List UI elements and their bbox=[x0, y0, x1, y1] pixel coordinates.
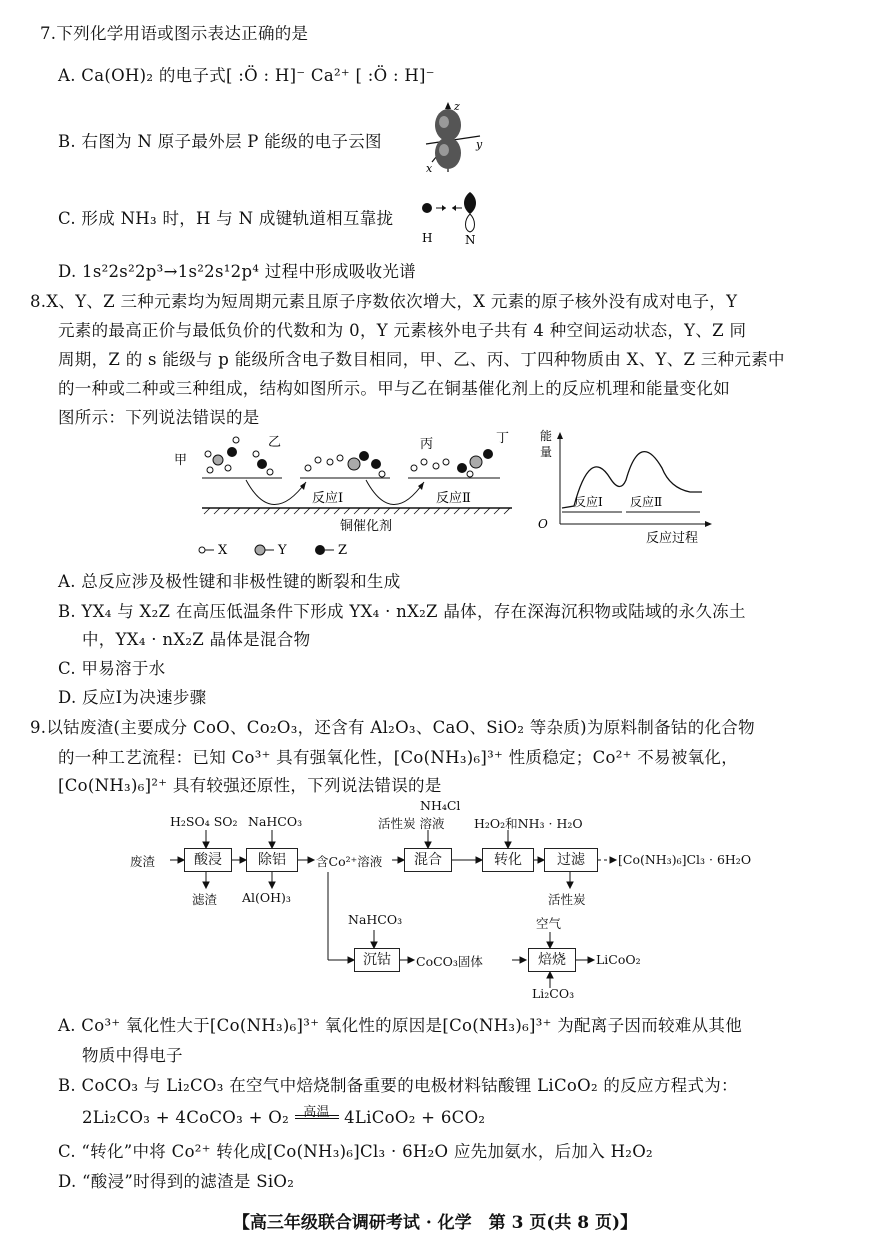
label-catalyst: 铜催化剂 bbox=[340, 519, 393, 534]
flow-product-2: LiCoO₂ bbox=[596, 952, 641, 967]
flow-reagent-air: 空气 bbox=[536, 916, 562, 931]
q8-option-d: D. 反应Ⅰ为决速步骤 bbox=[58, 688, 207, 707]
q8-option-b-2: 中，YX₄ · nX₂Z 晶体是混合物 bbox=[82, 630, 311, 649]
legend-y: Y bbox=[278, 543, 287, 558]
q8-stem-4: 的一种或二种或三种组成，结构如图所示。甲与乙在铜基催化剂上的反应机理和能量变化如 bbox=[58, 379, 730, 398]
flow-out-aloh3: Al(OH)₃ bbox=[242, 890, 291, 905]
flow-box-convert: 转化 bbox=[482, 848, 534, 872]
energy-axis-char-2: 量 bbox=[540, 445, 553, 459]
y-axis-label: y bbox=[476, 138, 483, 151]
energy-step2: 反应Ⅱ bbox=[630, 495, 663, 509]
flow-box-filter: 过滤 bbox=[544, 848, 598, 872]
origin-label: O bbox=[538, 517, 548, 531]
q7-option-a: A. Ca(OH)₂ 的电子式[ :Ö : H]⁻ Ca²⁺ [ :Ö : H]⁻ bbox=[58, 66, 435, 85]
flow-reagent-nahco3: NaHCO₃ bbox=[248, 814, 303, 829]
equation-left: 2Li₂CO₃ + 4CoCO₃ + O₂ bbox=[82, 1108, 290, 1127]
q7-option-b: B. 右图为 N 原子最外层 P 能级的电子云图 bbox=[58, 132, 382, 151]
q7-option-d: D. 1s²2s²2p³→1s²2s¹2p⁴ 过程中形成吸收光谱 bbox=[58, 262, 416, 281]
q7-option-c: C. 形成 NH₃ 时，H 与 N 成键轨道相互靠拢 bbox=[58, 209, 394, 228]
q8-stem-3: 周期，Z 的 s 能级与 p 能级所含电子数目相同，甲、乙、丙、丁四种物质由 X、Y、Z 三种元素中 bbox=[58, 350, 785, 369]
q8-option-a: A. 总反应涉及极性键和非极性键的断裂和生成 bbox=[58, 572, 401, 591]
legend-z: Z bbox=[338, 543, 348, 558]
q9-option-d: D. “酸浸”时得到的滤渣是 SiO₂ bbox=[58, 1172, 295, 1191]
flow-reagent-nh4cl: NH₄Cl bbox=[420, 798, 461, 813]
energy-axis-char-1: 能 bbox=[540, 429, 553, 443]
q9-option-b-1: B. CoCO₃ 与 Li₂CO₃ 在空气中焙烧制备重要的电极材料钴酸锂 LiCoO₂ 的反应方程式为： bbox=[58, 1076, 738, 1095]
flow-reagents-1: H₂SO₄ SO₂ bbox=[170, 814, 238, 829]
flow-reagent-li2co3: Li₂CO₃ bbox=[532, 986, 575, 1001]
q8-stem-1: 8.X、Y、Z 三种元素均为短周期元素且原子序数依次增大，X 元素的原子核外没有成对电子，Y bbox=[30, 292, 738, 311]
label-step1: 反应Ⅰ bbox=[312, 491, 344, 506]
label-jia: 甲 bbox=[174, 453, 188, 468]
q9-option-c: C. “转化”中将 Co²⁺ 转化成[Co(NH₃)₆]Cl₃ · 6H₂O 应先加氨水，后加入 H₂O₂ bbox=[58, 1142, 653, 1161]
flow-out-residue: 滤渣 bbox=[192, 892, 218, 907]
equation-condition: 高温 bbox=[303, 1105, 330, 1120]
process-flowchart bbox=[130, 800, 770, 1000]
equation-right: 4LiCoO₂ + 6CO₂ bbox=[344, 1108, 486, 1127]
q8-stem-5: 图所示：下列说法错误的是 bbox=[58, 408, 260, 427]
flow-reagent-nahco3-2: NaHCO₃ bbox=[348, 912, 403, 927]
flow-box-remove-al: 除铝 bbox=[246, 848, 298, 872]
reaction-mechanism-figure bbox=[170, 428, 720, 560]
label-yi: 乙 bbox=[268, 435, 282, 450]
h-label: H bbox=[422, 231, 433, 245]
q9-stem-1: 9.以钴废渣(主要成分 CoO、Co₂O₃，还含有 Al₂O₃、CaO、SiO₂ 等杂质)为原料制备钴的化合物 bbox=[30, 718, 755, 737]
flow-box-roast: 焙烧 bbox=[528, 948, 576, 972]
p-orbital-figure bbox=[420, 100, 490, 176]
q9-option-b-equation bbox=[82, 1105, 486, 1127]
q9-stem-3: [Co(NH₃)₆]²⁺ 具有较强还原性，下列说法错误的是 bbox=[58, 776, 442, 795]
q7-stem: 7.下列化学用语或图示表达正确的是 bbox=[40, 24, 309, 43]
flow-reagent-h2o2: H₂O₂和NH₃ · H₂O bbox=[474, 816, 583, 831]
x-axis-label: x bbox=[426, 162, 433, 175]
progress-axis-label: 反应过程 bbox=[646, 531, 699, 546]
flow-feed: 废渣 bbox=[130, 854, 156, 869]
flow-box-acid-leach: 酸浸 bbox=[184, 848, 232, 872]
q8-option-c: C. 甲易溶于水 bbox=[58, 659, 166, 678]
flow-box-precipitate: 沉钴 bbox=[354, 948, 400, 972]
energy-step1: 反应Ⅰ bbox=[574, 495, 603, 509]
flow-solution: 含Co²⁺溶液 bbox=[316, 854, 383, 869]
flow-reagent-carbon: 活性炭 溶液 bbox=[378, 816, 445, 831]
legend-x: X bbox=[218, 543, 228, 558]
flow-out-carbon: 活性炭 bbox=[548, 892, 586, 907]
label-bing: 丙 bbox=[420, 437, 434, 452]
n-label: N bbox=[465, 233, 476, 246]
flow-box-mix: 混合 bbox=[404, 848, 452, 872]
q8-stem-2: 元素的最高正价与最低负价的代数和为 0，Y 元素核外电子共有 4 种空间运动状态，Y、Z 同 bbox=[58, 321, 747, 340]
label-step2: 反应Ⅱ bbox=[436, 491, 471, 506]
q9-option-a-2: 物质中得电子 bbox=[82, 1046, 183, 1065]
page-footer: 【高三年级联合调研考试 · 化学 第 3 页(共 8 页)】 bbox=[232, 1213, 638, 1233]
z-axis-label: z bbox=[454, 100, 460, 113]
label-ding: 丁 bbox=[496, 431, 510, 446]
flow-coco3: CoCO₃固体 bbox=[416, 954, 483, 969]
flow-product-1: [Co(NH₃)₆]Cl₃ · 6H₂O bbox=[618, 852, 752, 867]
q9-option-a-1: A. Co³⁺ 氧化性大于[Co(NH₃)₆]³⁺ 氧化性的原因是[Co(NH₃)₆]³⁺ 为配离子因而较难从其他 bbox=[58, 1016, 742, 1035]
q9-stem-2: 的一种工艺流程：已知 Co³⁺ 具有强氧化性，[Co(NH₃)₆]³⁺ 性质稳定；Co²⁺ 不易被氧化， bbox=[58, 748, 739, 767]
orbital-approach-figure bbox=[418, 186, 488, 246]
q8-option-b-1: B. YX₄ 与 X₂Z 在高压低温条件下形成 YX₄ · nX₂Z 晶体，存在深海沉积物或陆域的永久冻土 bbox=[58, 602, 746, 621]
